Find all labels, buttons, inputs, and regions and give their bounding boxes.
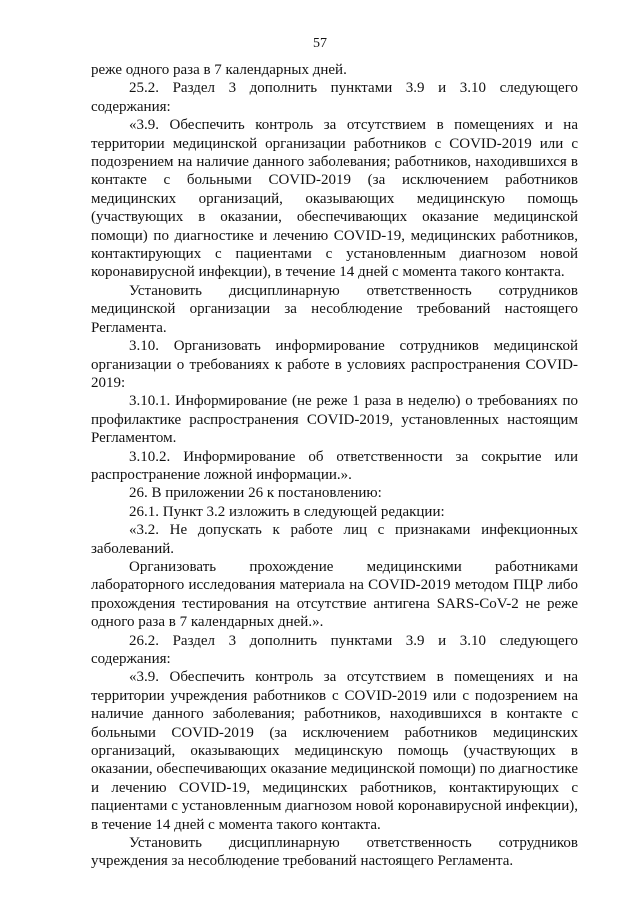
paragraph-26: 26. В приложении 26 к постановлению: [129,485,382,502]
paragraph-3-10-1: 3.10.1. Информирование (не реже 1 раза в неделю) о требованиях по профилактике распространения COVID-2019, установленных настоящим Регламентом. [91,393,578,447]
paragraph-26-1: 26.1. Пункт 3.2 изложить в следующей редакции: [129,503,445,520]
paragraph-3-10-2: 3.10.2. Информирование об ответственности за сокрытие или распространение ложной информации.». [91,448,578,483]
paragraph-26-2: 26.2. Раздел 3 дополнить пунктами 3.9 и 3.10 следующего содержания: [91,632,578,667]
paragraph-responsibility-medical: Установить дисциплинарную ответственность сотрудников медицинской организации за несоблюдение требований настоящего Регламента. [91,282,578,336]
paragraph-3-2: «3.2. Не допускать к работе лиц с признаками инфекционных заболеваний. [91,522,578,557]
paragraph-continuation: реже одного раза в 7 календарных дней. [91,62,347,78]
paragraph-3-9-medical: «3.9. Обеспечить контроль за отсутствием в помещениях и на территории медицинской организации работников с COVID-2019 или с подозрением на наличие данного заболевания; работников, находившихся в контакте с больными COVID-2019 (за исключением работников медицинских организаций, оказывающих медицинскую помощь (участвующих в оказании, обеспечивающих оказание медицинской помощи) по диагностике и лечению COVID-19, медицинских работников, контактирующих с пациентами с установленным диагнозом новой коронавирусной инфекции), в течение 14 дней с момента такого контакта. [91,117,578,281]
paragraph-25-2: 25.2. Раздел 3 дополнить пунктами 3.9 и 3.10 следующего содержания: [91,80,578,115]
page-number: 57 [313,36,327,51]
paragraph-testing: Организовать прохождение медицинскими работниками лабораторного исследования материала на COVID-2019 методом ПЦР либо прохождения тестирования на отсутствие антигена SARS-CoV-2 не реже одного раза в 7 календарных дней.». [91,558,578,631]
document-body [91,61,578,871]
paragraph-3-9-institution: «3.9. Обеспечить контроль за отсутствием в помещениях и на территории учреждения работников с COVID-2019 или с подозрением на наличие данного заболевания; работников, находившихся в контакте с больными COVID-2019 (за исключением работников медицинских организаций, оказывающих медицинскую помощь (участвующих в оказании, обеспечивающих оказание медицинской помощи) по диагностике и лечению COVID-19, медицинских работников, контактирующих с пациентами с установленным диагнозом новой коронавирусной инфекции), в течение 14 дней с момента такого контакта. [91,669,578,833]
paragraph-3-10: 3.10. Организовать информирование сотрудников медицинской организации о требованиях к работе в условиях распространения COVID-2019: [91,338,578,391]
paragraph-responsibility-institution: Установить дисциплинарную ответственность сотрудников учреждения за несоблюдение требований настоящего Регламента. [91,835,578,870]
